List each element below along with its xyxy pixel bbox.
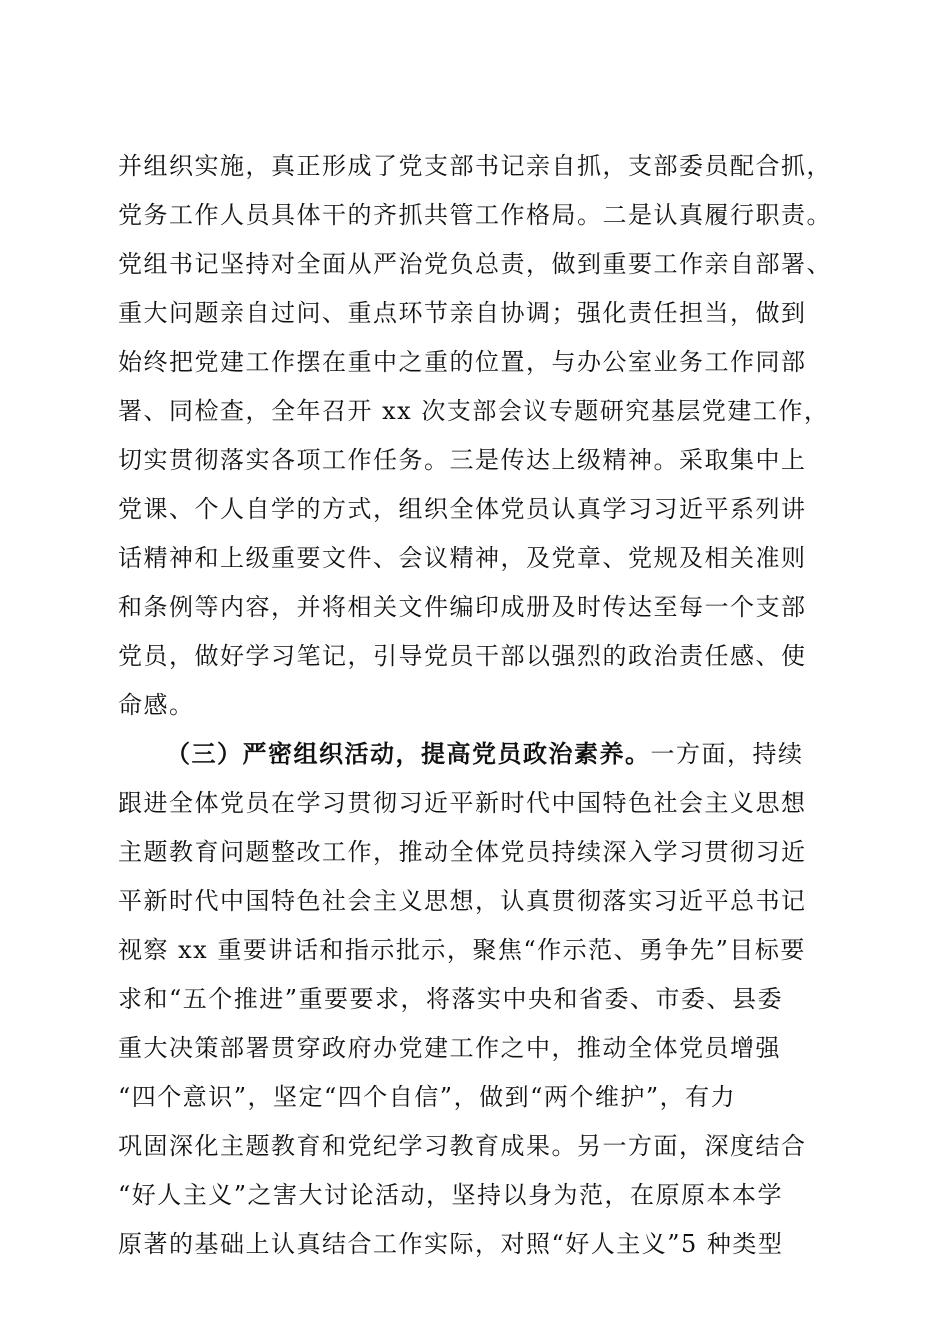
- paragraph-line: 巩固深化主题教育和党纪学习教育成果。另一方面，深度结合: [118, 1132, 807, 1160]
- paragraph-line: 主题教育问题整改工作，推动全体党员持续深入学习贯彻习近: [118, 838, 807, 866]
- paragraph-line: 署、同检查，全年召开 xx 次支部会议专题研究基层党建工作，: [118, 397, 830, 425]
- paragraph-line: 跟进全体党员在学习贯彻习近平新时代中国特色社会主义思想: [118, 789, 807, 817]
- section-heading: （三）严密组织活动，提高党员政治素养。: [166, 739, 651, 768]
- paragraph-line: 党员，做好学习笔记，引导党员干部以强烈的政治责任感、使: [118, 642, 807, 670]
- paragraph-line: 重大问题亲自过问、重点环节亲自协调；强化责任担当，做到: [118, 299, 807, 327]
- paragraph-line: 求和“五个推进”重要要求，将落实中央和省委、市委、县委: [118, 985, 784, 1013]
- paragraph-line: 和条例等内容，并将相关文件编印成册及时传达至每一个支部: [118, 593, 807, 621]
- paragraph-line: 切实贯彻落实各项工作任务。三是传达上级精神。采取集中上: [118, 446, 807, 474]
- paragraph-line: 党务工作人员具体干的齐抓共管工作格局。二是认真履行职责。: [118, 201, 832, 229]
- section-heading-line: [166, 736, 804, 772]
- paragraph-line: 始终把党建工作摆在重中之重的位置，与办公室业务工作同部: [118, 348, 807, 376]
- paragraph-line: 平新时代中国特色社会主义思想，认真贯彻落实习近平总书记: [118, 887, 807, 915]
- paragraph-line: 原著的基础上认真结合工作实际，对照“好人主义”5 种类型: [118, 1230, 784, 1258]
- paragraph-line: 命感。: [118, 691, 195, 719]
- paragraph-line: “好人主义”之害大讨论活动，坚持以身为范，在原原本本学: [118, 1181, 784, 1209]
- paragraph-line: “四个意识”，坚定“四个自信”，做到“两个维护”，有力: [118, 1083, 737, 1111]
- paragraph-line: 党组书记坚持对全面从严治党负总责，做到重要工作亲自部署、: [118, 250, 832, 278]
- paragraph-line: 话精神和上级重要文件、会议精神，及党章、党规及相关准则: [118, 544, 807, 572]
- paragraph-line: 党课、个人自学的方式，组织全体党员认真学习习近平系列讲: [118, 495, 807, 523]
- paragraph-line: 并组织实施，真正形成了党支部书记亲自抓，支部委员配合抓，: [118, 152, 832, 180]
- paragraph-line: 重大决策部署贯穿政府办党建工作之中，推动全体党员增强: [118, 1034, 781, 1062]
- heading-line-text: 一方面，持续: [650, 740, 804, 768]
- paragraph-line: 视察 xx 重要讲话和指示批示，聚焦“作示范、勇争先”目标要: [118, 936, 806, 964]
